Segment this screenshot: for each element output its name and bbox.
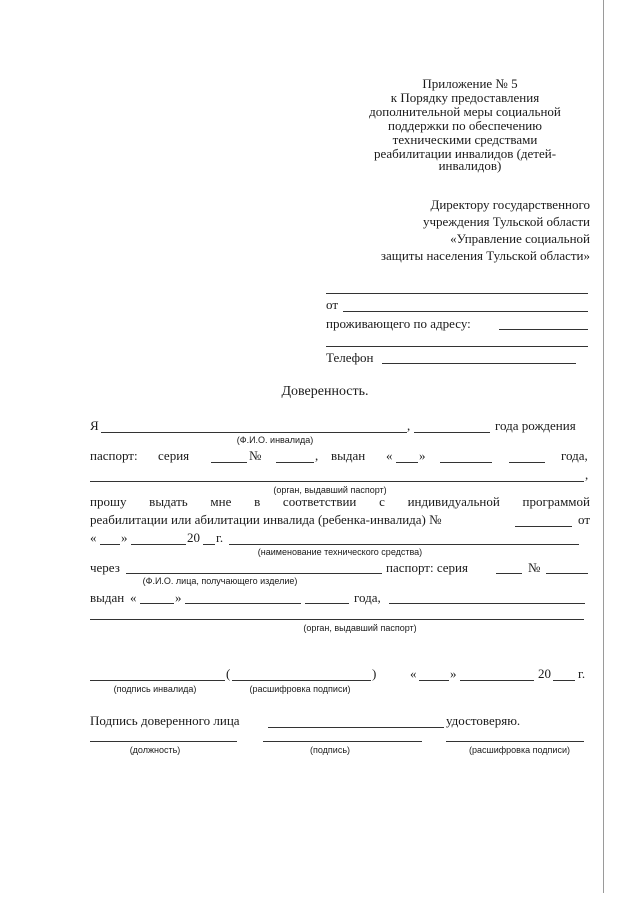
- passport-series-label: паспорт: серия: [386, 560, 468, 575]
- invalid-signature-field[interactable]: [90, 680, 225, 681]
- year-label: года,: [354, 590, 381, 605]
- tech-means-caption: (наименование технического средства): [257, 547, 423, 557]
- appendix-line: к Порядку предоставления: [390, 90, 540, 105]
- close-quote: »: [419, 448, 426, 463]
- program-month-field[interactable]: [131, 544, 186, 545]
- open-quote: «: [386, 448, 393, 463]
- passport-label: паспорт:: [90, 448, 138, 463]
- official-decoding-field[interactable]: [446, 741, 584, 742]
- addressee-line: «Управление социальной: [450, 231, 590, 246]
- issued-label: выдан: [90, 590, 125, 605]
- passport-series-field[interactable]: [211, 462, 247, 463]
- close-paren: ): [372, 666, 377, 681]
- passport-number-field[interactable]: [276, 462, 314, 463]
- position-caption: (должность): [129, 745, 181, 755]
- issue-day-field[interactable]: [396, 462, 418, 463]
- address-field[interactable]: [499, 329, 588, 330]
- program-number-field[interactable]: [515, 526, 572, 527]
- date-g: г.: [216, 530, 224, 545]
- birth-year-field[interactable]: [414, 432, 490, 433]
- issue-month-field[interactable]: [440, 462, 492, 463]
- from-date-label: от: [578, 512, 591, 527]
- close-quote: »: [175, 590, 182, 605]
- issuing-organ-field[interactable]: [90, 481, 584, 482]
- number-sign: №: [528, 560, 541, 575]
- date-20: 20: [187, 530, 200, 545]
- decoding-caption: (расшифровка подписи): [249, 684, 351, 694]
- addressee-line: Директору государственного: [430, 197, 590, 212]
- addressee-line: защиты населения Тульской области»: [380, 248, 590, 263]
- signature-day-field[interactable]: [419, 680, 449, 681]
- via-label: через: [90, 560, 120, 575]
- certify-label: удостоверяю.: [446, 713, 521, 728]
- recipient-issue-extra-field[interactable]: [389, 603, 585, 604]
- signature-decoding-field[interactable]: [232, 680, 371, 681]
- close-quote: »: [121, 530, 128, 545]
- birth-year-label: года рождения: [495, 418, 576, 433]
- g-label: г.: [578, 666, 586, 681]
- recipient-issue-day-field[interactable]: [140, 603, 174, 604]
- number-sign: №: [249, 448, 262, 463]
- phone-field[interactable]: [382, 363, 576, 364]
- issued-label: выдан: [331, 448, 366, 463]
- document-title: Доверенность.: [281, 384, 369, 399]
- appendix-line: реабилитации инвалидов (детей-: [373, 146, 557, 161]
- open-quote: «: [410, 666, 417, 681]
- signature-year-field[interactable]: [553, 680, 575, 681]
- appendix-line: дополнительной меры социальной: [369, 104, 561, 119]
- comma: ,: [407, 418, 411, 433]
- close-quote: »: [450, 666, 457, 681]
- phone-label: Телефон: [326, 350, 374, 365]
- appendix-line: инвалидов): [438, 158, 502, 173]
- fio-invalid-caption: (Ф.И.О. инвалида): [236, 435, 314, 445]
- recipient-issue-year-field[interactable]: [305, 603, 349, 604]
- sign-caption: (подпись): [309, 745, 351, 755]
- trusted-person-signature-field[interactable]: [268, 727, 444, 728]
- program-year-field[interactable]: [203, 544, 215, 545]
- appendix-line: техническими средствами: [392, 132, 538, 147]
- recipient-issue-month-field[interactable]: [185, 603, 301, 604]
- page-edge-line: [603, 0, 604, 893]
- comma: ,: [585, 467, 589, 482]
- invalid-fio-field[interactable]: [101, 432, 407, 433]
- open-quote: «: [130, 590, 137, 605]
- request-line-2: реабилитации или абилитации инвалида (ребенка-инвалида) №: [90, 512, 442, 527]
- sender-name-field[interactable]: [343, 311, 588, 312]
- comma: ,: [315, 448, 319, 463]
- series-label: серия: [158, 448, 190, 463]
- addressee-line: учреждения Тульской области: [422, 214, 590, 229]
- open-quote: «: [90, 530, 97, 545]
- issuing-organ-caption: (орган, выдавший паспорт): [303, 623, 417, 633]
- appendix-line: поддержки по обеспечению: [388, 118, 542, 133]
- issue-year-field[interactable]: [509, 462, 545, 463]
- address-label: проживающего по адресу:: [326, 316, 471, 331]
- recipient-fio-field[interactable]: [126, 573, 382, 574]
- decoding-caption: (расшифровка подписи): [469, 745, 570, 755]
- issuing-organ-caption: (орган, выдавший паспорт): [273, 485, 387, 495]
- signature-month-field[interactable]: [460, 680, 534, 681]
- fio-recipient-caption: (Ф.И.О. лица, получающего изделие): [142, 576, 298, 586]
- from-label: от: [326, 297, 339, 312]
- twenty-label: 20: [538, 666, 551, 681]
- recipient-series-field[interactable]: [496, 573, 522, 574]
- open-paren: (: [226, 666, 231, 681]
- blank-line: [326, 293, 588, 294]
- official-signature-field[interactable]: [263, 741, 422, 742]
- position-field[interactable]: [90, 741, 237, 742]
- request-line-1: прошу выдать мне в соответствии с индивидуальной программой: [90, 494, 590, 509]
- recipient-issuing-organ-field[interactable]: [90, 619, 584, 620]
- appendix-title: Приложение № 5: [422, 76, 518, 91]
- invalid-signature-caption: (подпись инвалида): [113, 684, 197, 694]
- address-field-2[interactable]: [326, 346, 588, 347]
- recipient-number-field[interactable]: [546, 573, 588, 574]
- year-label: года,: [561, 448, 588, 463]
- technical-means-field[interactable]: [229, 544, 579, 545]
- ya-label: Я: [90, 418, 99, 433]
- trusted-person-label: Подпись доверенного лица: [90, 713, 240, 728]
- program-day-field[interactable]: [100, 544, 120, 545]
